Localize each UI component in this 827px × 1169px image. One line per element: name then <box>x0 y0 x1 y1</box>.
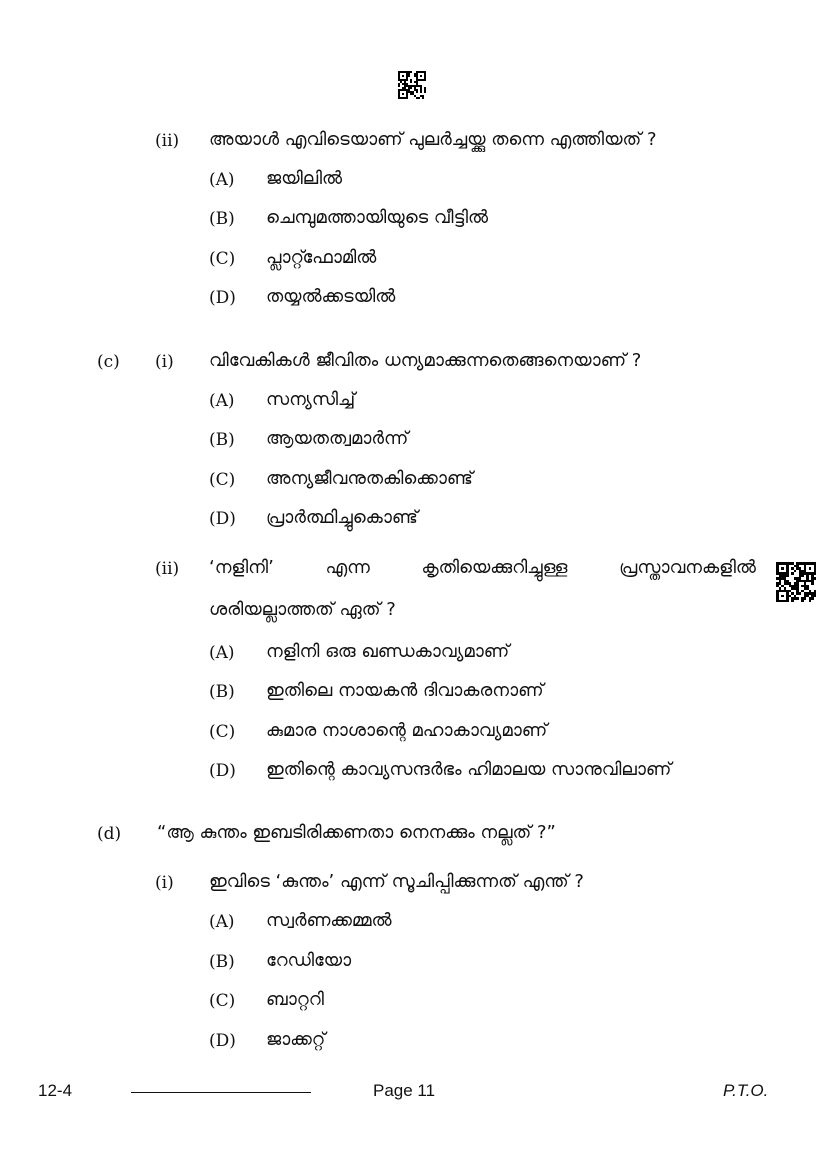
paper-code: 12-4 <box>38 1081 73 1100</box>
option-label: (B) <box>209 952 235 972</box>
option-label: (C) <box>209 722 236 742</box>
option-text: അന്യജീവനുതകിക്കൊണ്ട് <box>266 468 473 489</box>
option-label: (D) <box>209 761 236 781</box>
option-text: ചെമ്പുമത്തായിയുടെ വീട്ടിൽ <box>266 207 489 228</box>
option-text: നളിനി ഒരു ഖണ്ഡകാവ്യമാണ് <box>266 641 510 662</box>
option-label: (A) <box>209 912 235 932</box>
page-number: Page 11 <box>373 1081 436 1100</box>
qr-code-icon <box>776 562 816 602</box>
option-label: (C) <box>209 470 236 490</box>
option-text: ആയതത്വമാർന്ന് <box>266 428 409 449</box>
option-label: (C) <box>209 249 236 269</box>
option-text: പ്ലാറ്റ്ഫോമിൽ <box>266 247 377 268</box>
quote-text: “ആ കുന്തം ഇബടിരിക്കണതാ നെനക്കും നല്ലത് ?” <box>157 822 556 843</box>
qr-code-icon <box>398 71 426 99</box>
question-text: അയാൾ എവിടെയാണ് പുലർച്ചയ്ക്കു തന്നെ എത്തിയത് ? <box>209 129 657 150</box>
option-text: ഇതിലെ നായകൻ ദിവാകരനാണ് <box>266 680 544 701</box>
option-label: (B) <box>209 682 235 702</box>
question-text-line2: ശരിയല്ലാത്തത് ഏത് ? <box>209 599 396 620</box>
question-number: (i) <box>155 873 174 893</box>
question-word: ‘നളിനി’ <box>209 557 274 578</box>
question-word: എന്ന <box>325 557 370 578</box>
pto-label: P.T.O. <box>723 1081 769 1100</box>
question-text-line1 <box>209 557 756 578</box>
option-label: (A) <box>209 170 235 190</box>
section-label: (c) <box>97 352 120 372</box>
option-text: റേഡിയോ <box>266 950 352 971</box>
question-word: പ്രസ്താവനകളിൽ <box>619 557 756 578</box>
section-label: (d) <box>97 824 122 844</box>
question-number: (ii) <box>155 559 180 579</box>
option-text: ജയിലിൽ <box>266 168 343 189</box>
option-text: സ്വർണക്കമ്മൽ <box>266 910 392 931</box>
option-text: പ്രാർത്ഥിച്ചുകൊണ്ട് <box>266 507 418 528</box>
option-label: (A) <box>209 643 235 663</box>
question-text: വിവേകികൾ ജീവിതം ധന്യമാക്കുന്നതെങ്ങനെയാണ് ? <box>209 350 642 371</box>
footer-divider <box>131 1092 311 1093</box>
question-text: ഇവിടെ ‘കുന്തം’ എന്ന് സൂചിപ്പിക്കുന്നത് എന്ത് ? <box>209 871 584 892</box>
option-label: (D) <box>209 1031 236 1051</box>
option-text: ജാക്കറ്റ് <box>266 1029 326 1050</box>
option-label: (D) <box>209 288 236 308</box>
option-text: തയ്യൽക്കടയിൽ <box>266 286 396 307</box>
option-label: (A) <box>209 391 235 411</box>
option-label: (B) <box>209 209 235 229</box>
option-label: (C) <box>209 991 236 1011</box>
option-text: സന്യസിച്ച് <box>266 389 356 410</box>
question-word: കൃതിയെക്കുറിച്ചുള്ള <box>421 557 568 578</box>
option-label: (D) <box>209 509 236 529</box>
question-number: (ii) <box>155 131 180 151</box>
question-number: (i) <box>155 352 174 372</box>
option-text: കുമാര നാശാന്റെ മഹാകാവ്യമാണ് <box>266 720 548 741</box>
option-text: ബാറ്ററി <box>266 989 324 1010</box>
option-text: ഇതിന്റെ കാവ്യസന്ദർഭം ഹിമാലയ സാനുവിലാണ് <box>266 759 672 780</box>
option-label: (B) <box>209 430 235 450</box>
